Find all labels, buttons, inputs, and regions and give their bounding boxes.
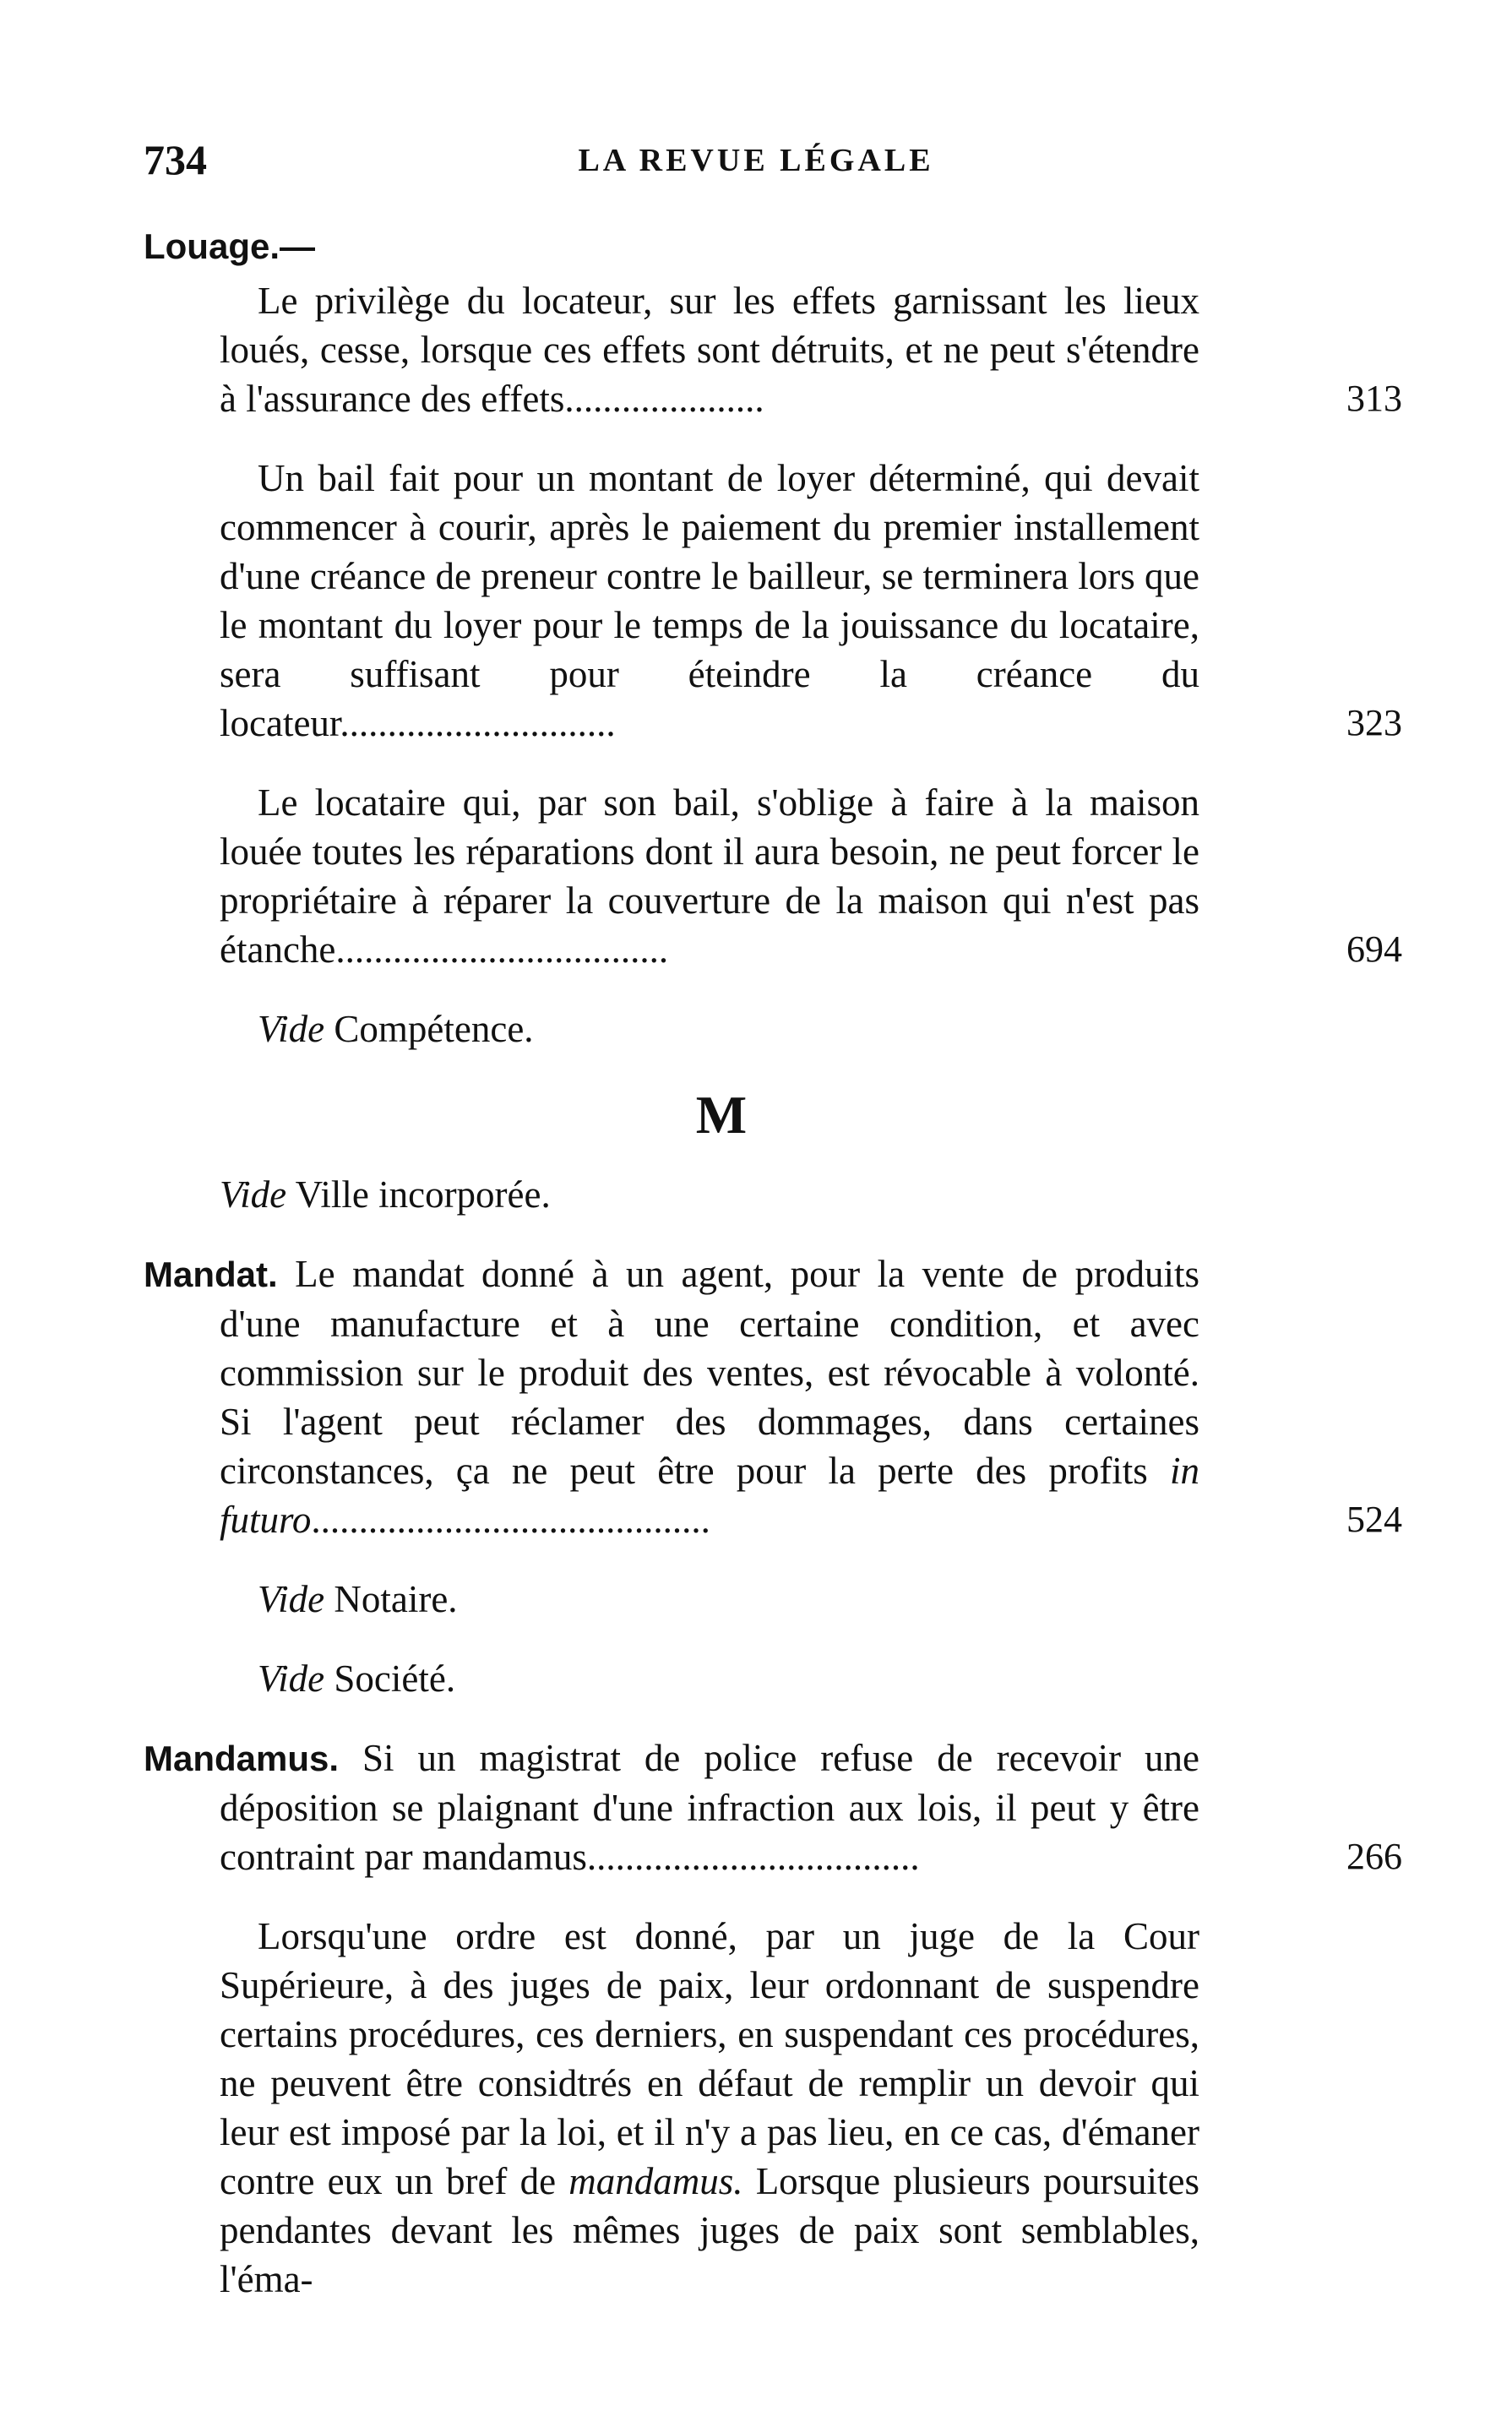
paragraph-text: Lorsqu'une ordre est donné, par un juge de la Cour Supérieure, à des juges de paix, leur ordonnant de suspendre certains procédures, ces derniers, en suspendant ces procédures, ne peuvent être considtrés en défaut de remplir un devoir qui leur est imposé par la loi, et il n'y a pas lieu, en ce cas, d'émaner contre eux un bref de: [220, 1915, 1199, 2202]
page-reference: 313: [1346, 378, 1402, 419]
cross-reference-target: Société.: [334, 1657, 456, 1700]
paragraph-text: Le mandat donné à un agent, pour la vente de produits d'une manufacture et à une certaine condition, et avec commission sur le produit des ventes, est révocable à volonté. Si l'agent peut réclamer des dommages, dans certaines circonstances, ça ne peut être pour la perte des profits: [220, 1253, 1200, 1492]
leader-dots: ..........................................: [311, 1499, 710, 1541]
paragraph-text: Le locataire qui, par son bail, s'oblige à faire à la maison louée toutes les réparations dont il aura besoin, ne peut forcer le propriétaire à réparer la couverture de la maison qui n'est pas étanche...................................: [220, 781, 1199, 971]
vide-word: Vide: [258, 1578, 325, 1620]
page-reference: 266: [1346, 1836, 1402, 1877]
entry-mandat: [144, 1249, 1402, 1703]
cross-reference: [258, 1654, 1301, 1703]
entry-paragraph: [220, 454, 1402, 748]
cross-reference-target: Ville incorporée.: [295, 1173, 551, 1216]
entry-heading: Mandat.: [144, 1254, 278, 1294]
paragraph-text: Si un magistrat de police refuse de recevoir une déposition se plaignant d'une infraction aux lois, il peut y être contraint par mandamus...................................: [220, 1737, 1199, 1878]
page-number: 734: [144, 136, 207, 183]
paragraph-text: Lorsque plusieurs poursuites pendantes devant les mêmes juges de paix sont semblables, l'éma-: [220, 2160, 1200, 2300]
entry-paragraph: [220, 276, 1402, 423]
entry-heading: Louage.—: [144, 226, 316, 266]
page-reference: 323: [1346, 702, 1402, 743]
entry-mandamus: [144, 1733, 1402, 2304]
entry-louage: [144, 221, 1402, 1053]
entry-heading: Mandamus.: [144, 1739, 340, 1778]
entry-paragraph: [220, 778, 1402, 974]
entry-paragraph: [144, 1249, 1402, 1544]
cross-reference: [258, 1004, 1301, 1053]
cross-reference: [220, 1170, 1301, 1219]
cross-reference-target: Notaire.: [334, 1578, 458, 1620]
italic-phrase: in futuro: [220, 1450, 1199, 1541]
cross-reference-target: Compétence.: [334, 1008, 534, 1050]
page-content: [144, 221, 1402, 2334]
paragraph-text: Le privilège du locateur, sur les effets garnissant les lieux loués, cesse, lorsque ces effets sont détruits, et ne peut s'étendre à l'assurance des effets.....................: [220, 280, 1199, 420]
running-title: LA REVUE LÉGALE: [578, 143, 934, 178]
entry-paragraph: [220, 1912, 1301, 2304]
vide-word: Vide: [258, 1008, 325, 1050]
vide-word: Vide: [258, 1657, 325, 1700]
page-header: [0, 135, 1512, 186]
vide-word: Vide: [220, 1173, 287, 1216]
italic-phrase: mandamus.: [568, 2160, 743, 2202]
section-letter: M: [695, 1085, 749, 1145]
page-reference: 694: [1346, 928, 1402, 970]
page-reference: 524: [1346, 1499, 1402, 1540]
cross-reference: [258, 1575, 1301, 1624]
paragraph-text: Un bail fait pour un montant de loyer déterminé, qui devait commencer à courir, après le paiement du premier installement d'une créance de preneur contre le bailleur, se terminera lors que le montant du loyer pour le temps de la jouissance du locataire, sera suffisant pour éteindre la créance du locateur.............................: [220, 457, 1199, 744]
entry-paragraph: [144, 1733, 1402, 1881]
